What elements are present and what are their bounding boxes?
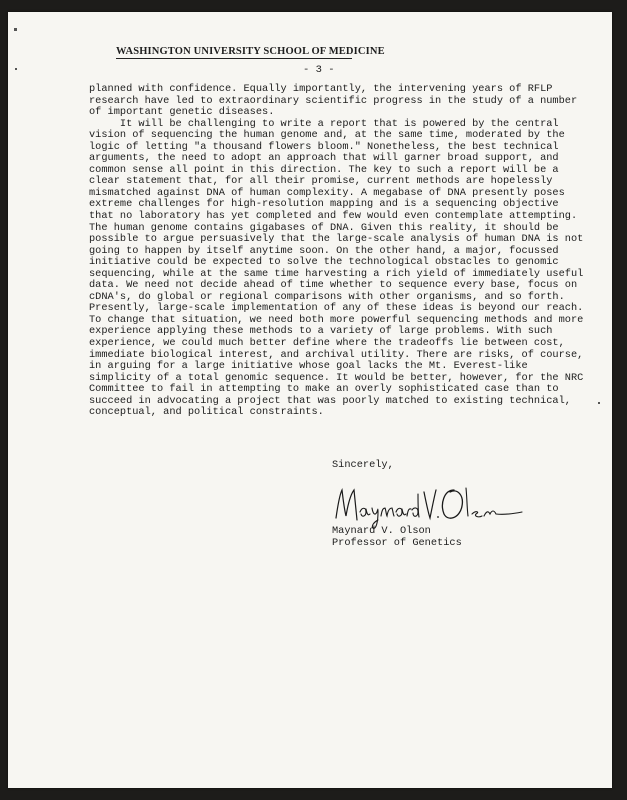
body-line: simplicity of a total genomic sequence. It would be better, however, for the NRC xyxy=(89,371,584,384)
body-line: extreme challenges for high-resolution mapping and is a sequencing objective xyxy=(89,198,559,211)
handwritten-signature xyxy=(330,474,526,532)
body-line: conceptual, and political constraints. xyxy=(89,406,324,419)
signer-name: Maynard V. Olson xyxy=(332,525,431,537)
body-line: planned with confidence. Equally importantly, the intervening years of RFLP xyxy=(89,83,553,95)
body-line: experience applying these methods to a variety of large problems. With such xyxy=(89,325,553,338)
body-line: research have led to extraordinary scientific progress in the study of a number xyxy=(89,94,578,107)
letter-page xyxy=(8,12,612,788)
body-line: The human genome contains gigabases of DNA. Given this reality, it should be xyxy=(89,221,559,234)
body-line: data. We need not decide ahead of time whether to sequence every base, focus on xyxy=(89,279,578,292)
body-line: immediate biological interest, and archival utility. There are risks, of course, xyxy=(89,348,584,361)
body-line: Committee to fail in attempting to make an overly sophisticated case than to xyxy=(89,383,559,396)
closing: Sincerely, xyxy=(332,459,394,471)
body-line: cDNA's, do global or regional comparisons with other organisms, and so forth. xyxy=(89,290,565,303)
signer-title: Professor of Genetics xyxy=(332,537,462,549)
body-line: initiative could be expected to solve the technological obstacles to genomic xyxy=(89,256,559,269)
body-line: arguments, the need to adopt an approach that will garner broad support, and xyxy=(89,152,559,165)
letter-body xyxy=(89,84,589,419)
body-line: going to happen by itself anytime soon. On the other hand, a major, focussed xyxy=(89,244,559,257)
body-line: To change that situation, we need both more powerful sequencing methods and more xyxy=(89,313,584,326)
body-line: possible to argue persuasively that the large-scale analysis of human DNA is not xyxy=(89,233,584,246)
body-line: of important genetic diseases. xyxy=(89,106,275,119)
body-line: in arguing for a large initiative whose goal lacks the Mt. Everest-like xyxy=(89,360,528,373)
scan-speck xyxy=(14,28,17,31)
body-line: It will be challenging to write a report that is powered by the central xyxy=(89,117,559,130)
body-line: that no laboratory has yet completed and few would even contemplate attempting. xyxy=(89,210,578,223)
signer-block xyxy=(332,525,462,549)
body-line: vision of sequencing the human genome and, at the same time, moderated by the xyxy=(89,129,565,142)
scan-speck xyxy=(598,402,600,404)
body-line: Presently, large-scale implementation of any of these ideas is beyond our reach. xyxy=(89,302,584,315)
body-line: mismatched against DNA of human complexity. A megabase of DNA presently poses xyxy=(89,186,565,199)
body-line: clear statement that, for all their promise, current methods are hopelessly xyxy=(89,175,553,188)
body-line: succeed in advocating a project that was poorly matched to existing technical, xyxy=(89,394,571,407)
scan-speck xyxy=(15,68,17,70)
page-number: - 3 - xyxy=(303,64,335,76)
body-line: experience, we could much better define where the tradeoffs lie between cost, xyxy=(89,337,565,350)
body-line: common sense all point in this direction. The key to such a report will be a xyxy=(89,163,559,176)
letterhead: WASHINGTON UNIVERSITY SCHOOL OF MEDICINE xyxy=(116,46,385,57)
body-line: sequencing, while at the same time harvesting a rich yield of immediately useful xyxy=(89,267,584,280)
body-line: logic of letting "a thousand flowers bloom." Nonetheless, the best technical xyxy=(89,140,559,153)
